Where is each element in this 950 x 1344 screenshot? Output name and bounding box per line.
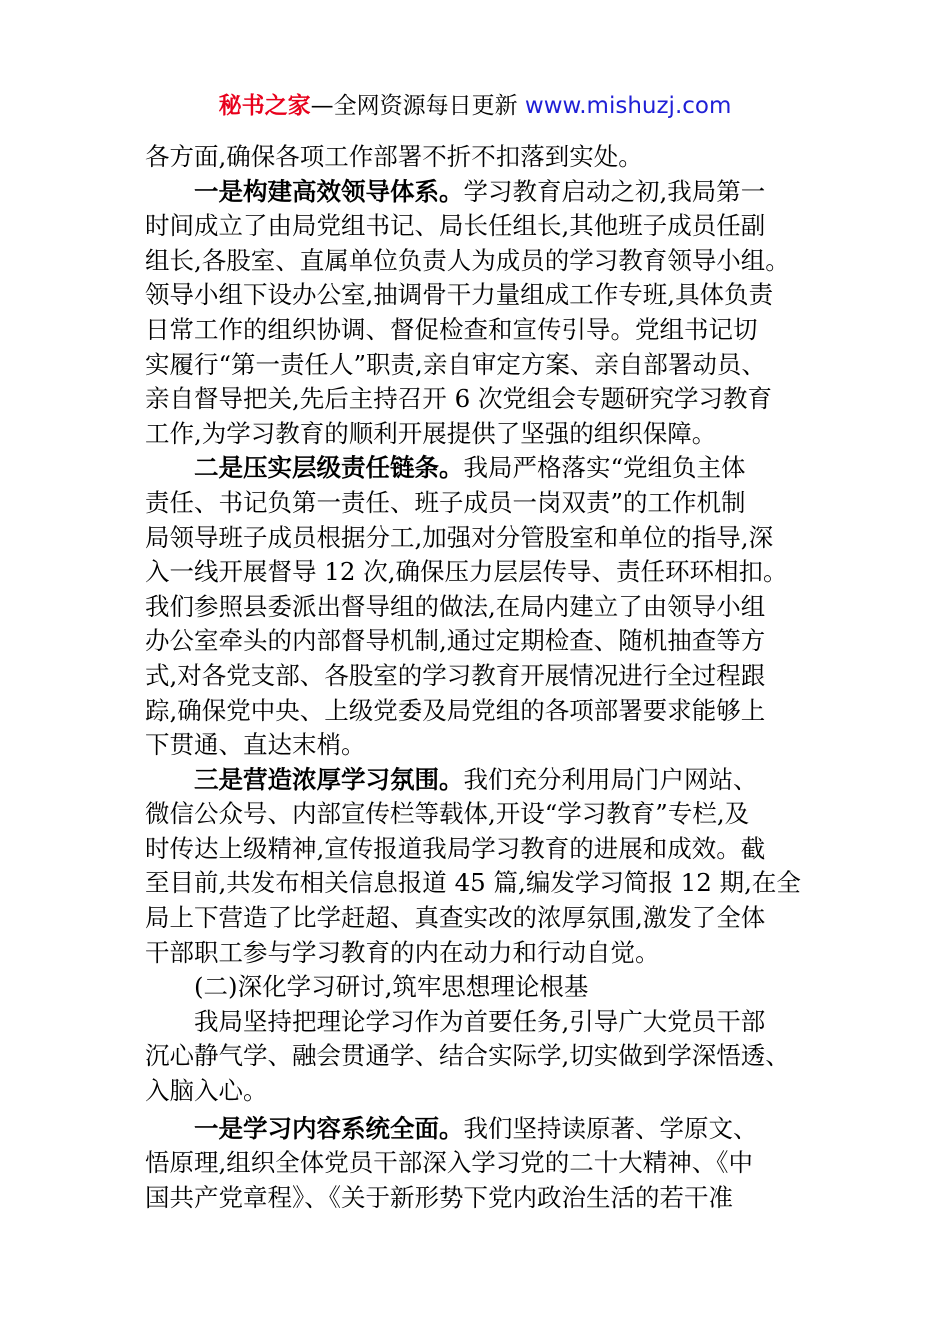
text-line: 至目前,共发布相关信息报道 45 篇,编发学习简报 12 期,在全 [145,868,801,898]
text-run: 我们充分利用局门户网站、 [463,764,758,794]
text-line: 实履行“第一责任人”职责,亲自审定方案、亲自部署动员、 [145,349,766,379]
site-tagline: —全网资源每日更新 [310,93,525,119]
paragraph-line [145,175,817,210]
text-line: 领导小组下设办公室,抽调骨干力量组成工作专班,具体负责 [145,280,774,310]
text-line: 亲自督导把关,先后主持召开 6 次党组会专题研究学习教育 [145,384,772,414]
text-line: 式,对各党支部、各股室的学习教育开展情况进行全过程跟 [145,660,766,690]
bold-lead-heading: 一是学习内容系统全面。 [194,1113,464,1143]
text-line: 悟原理,组织全体党员干部深入学习党的二十大精神、《中 [145,1148,754,1178]
text-line: 我局坚持把理论学习作为首要任务,引导广大党员干部 [194,1006,766,1036]
text-line: 办公室牵头的内部督导机制,通过定期检查、随机抽查等方 [145,626,766,656]
text-run: 我局严格落实“党组负主体 [463,453,746,483]
paragraph-line [145,763,817,798]
paragraph-line [145,451,817,486]
text-line: 责任、书记负第一责任、班子成员一岗双责”的工作机制 [145,487,746,517]
text-run: 学习教育启动之初,我局第一 [463,176,766,206]
text-line: 入一线开展督导 12 次,确保压力层层传导、责任环环相扣。 [145,557,788,587]
site-header [0,90,950,122]
text-line: 日常工作的组织协调、督促检查和宣传引导。党组书记切 [145,314,758,344]
text-line: 时间成立了由局党组书记、局长任组长,其他班子成员任副 [145,211,766,241]
text-line: 工作,为学习教育的顺利开展提供了坚强的组织保障。 [145,418,717,448]
site-brand: 秘书之家 [218,93,311,119]
section-heading: (二)深化学习研讨,筑牢思想理论根基 [194,972,589,1002]
text-line: 时传达上级精神,宣传报道我局学习教育的进展和成效。截 [145,833,766,863]
text-line: 干部职工参与学习教育的内在动力和行动自觉。 [145,937,660,967]
text-line: 局上下营造了比学赶超、真查实改的浓厚氛围,激发了全体 [145,903,766,933]
text-line: 组长,各股室、直属单位负责人为成员的学习教育领导小组。 [145,245,790,275]
text-line: 国共产党章程》、《关于新形势下党内政治生活的若干准 [145,1182,733,1212]
bold-lead-heading: 二是压实层级责任链条。 [194,453,464,483]
site-url-link[interactable]: www.mishuzj.com [524,93,732,119]
text-line: 踪,确保党中央、上级党委及局党组的各项部署要求能够上 [145,695,766,725]
text-line: 微信公众号、内部宣传栏等载体,开设“学习教育”专栏,及 [145,799,750,829]
text-line: 下贯通、直达末梢。 [145,730,366,760]
text-line: 沉心静气学、融会贯通学、结合实际学,切实做到学深悟透、 [145,1041,790,1071]
text-line: 局领导班子成员根据分工,加强对分管股室和单位的指导,深 [145,522,774,552]
bold-lead-heading: 一是构建高效领导体系。 [194,176,464,206]
document-body [145,140,817,1215]
text-line: 我们参照县委派出督导组的做法,在局内建立了由领导小组 [145,591,766,621]
text-line: 各方面,确保各项工作部署不折不扣落到实处。 [145,142,643,171]
paragraph-line [145,1112,817,1147]
text-line: 入脑入心。 [145,1076,268,1106]
text-run: 我们坚持读原著、学原文、 [463,1113,758,1143]
bold-lead-heading: 三是营造浓厚学习氛围。 [194,764,464,794]
